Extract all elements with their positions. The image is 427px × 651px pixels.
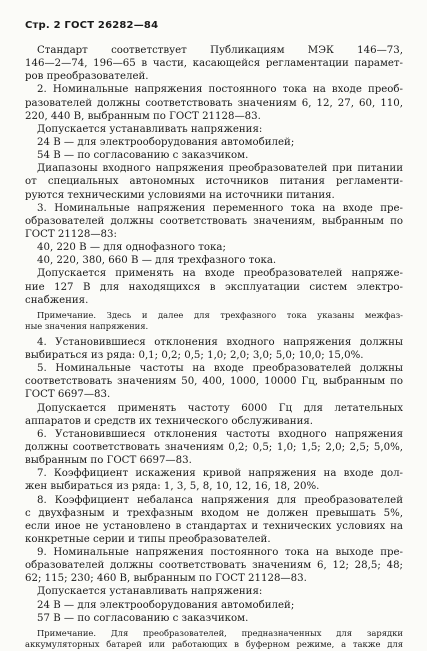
text-line: Допускается устанавливать напряжения: [37,586,263,598]
text-line: 146—2—74, 196—65 в части, касающейся регламентации парамет- [25,58,403,70]
text-line: разователей должны соответствовать значениям 6, 12, 27, 60, 110, [25,97,403,109]
text-line: 8. Коэффициент небаланса напряжения для преобразователей [37,494,403,506]
text-line: 2. Номинальные напряжения постоянного тока на входе преоб- [37,84,403,96]
page-header: Стр. 2 ГОСТ 26282—84 [25,20,159,31]
text-line: 62; 115; 230; 460 В, выбранным по ГОСТ 21128—83. [25,573,307,585]
text-line: выбранным по ГОСТ 6697—83. [25,455,192,467]
note-line: аккумуляторных батарей или работающих в буферном режиме, а также для [25,639,403,650]
text-line: аппаратов и средств их технического обслуживания. [25,415,314,427]
text-line: ров преобразователей. [25,71,149,83]
text-line: 40, 220, 380, 660 В — для трехфазного тока. [37,255,277,267]
text-line: соответствовать значениям 50, 400, 1000, 10000 Гц, выбранным по [25,376,403,388]
text-line: ГОСТ 21128—83: [25,228,117,240]
text-line: Стандарт соответствует Публикациям МЭК 146—73, [37,45,403,56]
text-line: с двухфазным и трехфазным входом не должен превышать 5%, [25,507,403,519]
text-line: ГОСТ 6697—83. [25,389,111,401]
text-line: должны соответствовать значениям 0,2; 0,5; 1,0; 1,5; 2,0; 2,5; 5,0%, [25,441,403,453]
text-line: жен выбираться из ряда: 1, 3, 5, 8, 10, 12, 16, 18, 20%. [25,481,320,493]
note-line: ные значения напряжения. [25,321,149,332]
text-line: 9. Номинальные напряжения постоянного тока на выходе пре- [37,547,403,559]
text-line: 40, 220 В — для однофазного тока; [37,242,226,254]
text-line: образователей должны соответствовать значениям, выбранным по [25,215,403,227]
text-line: 5. Номинальные частоты на входе преобразователей должны [37,363,403,375]
text-line: ние 127 В для находящихся в эксплуатации систем электро- [25,281,403,293]
note-line: Примечание. Здесь и далее для трехфазного тока указаны межфаз- [37,309,403,320]
text-line: 57 В — по согласованию с заказчиком. [37,612,249,624]
text-line: если иное не установлено в стандартах и технических условиях на [25,520,403,532]
note-line: Примечание. Для преобразователей, предназначенных для зарядки [37,627,403,638]
text-line: от специальных автономных источников питания регламенти- [25,176,403,188]
text-line: выбираться из ряда: 0,1; 0,2; 0,5; 1,0; 2,0; 3,0; 5,0; 10,0; 15,0%. [25,349,364,361]
document-body [25,44,403,651]
text-line: 6. Установившиеся отклонения частоты входного напряжения [37,428,403,440]
text-line: 54 В — по согласованию с заказчиком. [37,150,249,162]
text-line: конкретные серии и типы преобразователей. [25,533,271,545]
text-line: Допускается применять на входе преобразователей напряже- [37,268,403,280]
text-line: 4. Установившиеся отклонения входного напряжения должны [37,336,403,348]
text-line: Диапазоны входного напряжения преобразователей при питании [37,163,403,175]
text-line: 24 В — для электрооборудования автомобилей; [37,136,295,148]
text-line: руются техническими условиями на источники питания. [25,189,335,201]
text-line: Допускается устанавливать напряжения: [37,123,263,135]
text-line: 24 В — для электрооборудования автомобилей; [37,599,295,611]
text-line: Допускается применять частоту 6000 Гц для летательных [37,402,403,414]
text-line: 220, 440 В, выбранным по ГОСТ 21128—83. [25,110,261,122]
text-line: образователей должны соответствовать значениям 6, 12; 28,5; 48; [25,560,403,572]
text-line: снабжения. [25,294,89,306]
text-line: 3. Номинальные напряжения переменного тока на входе пре- [37,202,403,214]
text-line: 7. Коэффициент искажения кривой напряжения на входе дол- [37,468,403,480]
